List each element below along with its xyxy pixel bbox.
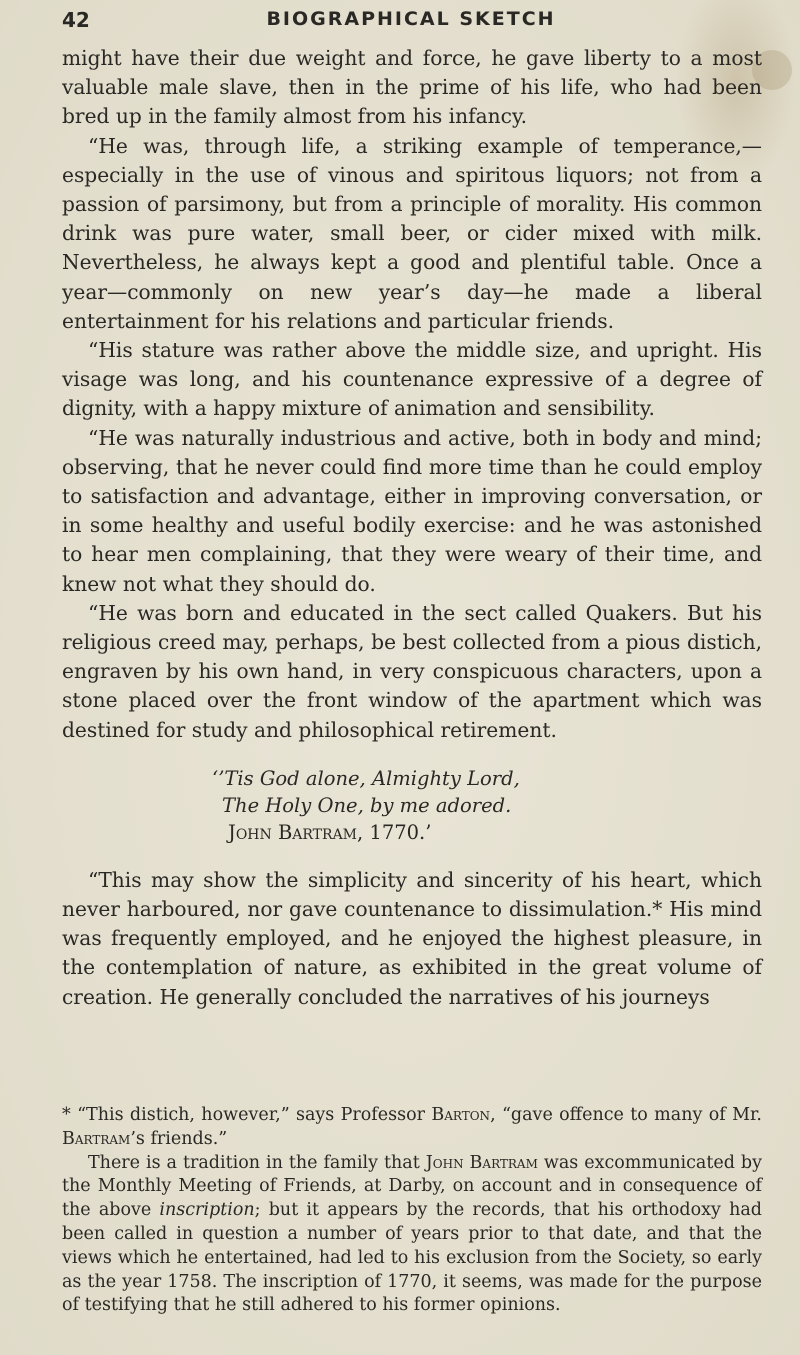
verse-line-1: ‘’Tis God alone, Almighty Lord, xyxy=(212,766,520,790)
footnote-2-italic: inscription xyxy=(159,1200,255,1221)
footnote-2-text-b: was excommunicated by the Monthly Meeting of Friends, at Darby, on account and in consequence of the above xyxy=(62,1152,762,1221)
footnote-2-text-a: There is a tradition in the family that xyxy=(88,1152,426,1173)
footnote-1-text-c: ’s friends.” xyxy=(130,1128,228,1149)
paragraph-1: might have their due weight and force, he gave liberty to a most valuable male slave, then in the prime of his life, who had been bred up in the family almost from his infancy. xyxy=(62,46,762,129)
footnote-1 xyxy=(62,1104,762,1152)
paragraph-5: “He was born and educated in the sect called Quakers. But his religious creed may, perhaps, be best collected from a pious distich, engraven by his own hand, in very conspicuous characters, upon a stone placed over the front window of the apartment which was destined for study and philosophical retirement. xyxy=(62,600,762,742)
footnote-2-name: John Bartram xyxy=(425,1152,538,1173)
footnote-1-text-b: , “gave offence to many of Mr. xyxy=(490,1105,762,1125)
footnote-1-name: Barton xyxy=(431,1105,491,1125)
page-header xyxy=(62,0,760,42)
paragraph-2: “He was, through life, a striking example of temperance,—especially in the use of vinous and spiritous liquors; not from a passion of parsimony, but from a principle of morality. His common drink was pure water, small beer, or cider mixed with milk. Nevertheless, he always kept a good and plentiful table. Once a year—commonly on new year’s day—he made a liberal entertainment for his relations and particular friends. xyxy=(62,133,762,333)
verse-signature: John Bartram, 1770.’ xyxy=(228,820,432,844)
running-head: BIOGRAPHICAL SKETCH xyxy=(266,8,556,30)
paragraph-4: “He was naturally industrious and active, both in body and mind; observing, that he never could find more time than he could employ to satisfaction and advantage, either in improving conversation, or in some healthy and useful bodily exercise: and he was astonished to hear men complaining, that they were weary of their time, and knew not what they should do. xyxy=(62,425,762,596)
footnote-1-name-2: Bartram xyxy=(62,1128,131,1149)
page-number: 42 xyxy=(62,8,90,32)
inscription-verse xyxy=(62,765,762,846)
footnote-2-text-c: ; but it appears by the records, that his orthodoxy had been called in question a number of years prior to that date, and that the views which he entertained, had led to his exclusion from the Society, so early as the year 1758. The inscription of 1770, it seems, was made for the purpose of testifying that he still adhered to his former opinions. xyxy=(62,1200,762,1316)
paragraph-3: “His stature was rather above the middle size, and upright. His visage was long, and his countenance expressive of a degree of dignity, with a happy mixture of animation and sensibility. xyxy=(62,338,762,421)
footnote-1-text-a: * “This distich, however,” says Professor xyxy=(62,1105,432,1125)
verse-line-2: The Holy One, by me adored. xyxy=(222,793,512,817)
footnote-2 xyxy=(62,1152,762,1319)
paragraph-6: “This may show the simplicity and sincerity of his heart, which never harboured, nor gave countenance to dissimulation.* His mind was frequently employed, and he enjoyed the highest pleasure, in the contemplation of nature, as exhibited in the great volume of creation. He generally concluded the narratives of his journeys xyxy=(62,867,762,1009)
footnote xyxy=(62,1104,762,1318)
main-text xyxy=(62,44,762,1012)
